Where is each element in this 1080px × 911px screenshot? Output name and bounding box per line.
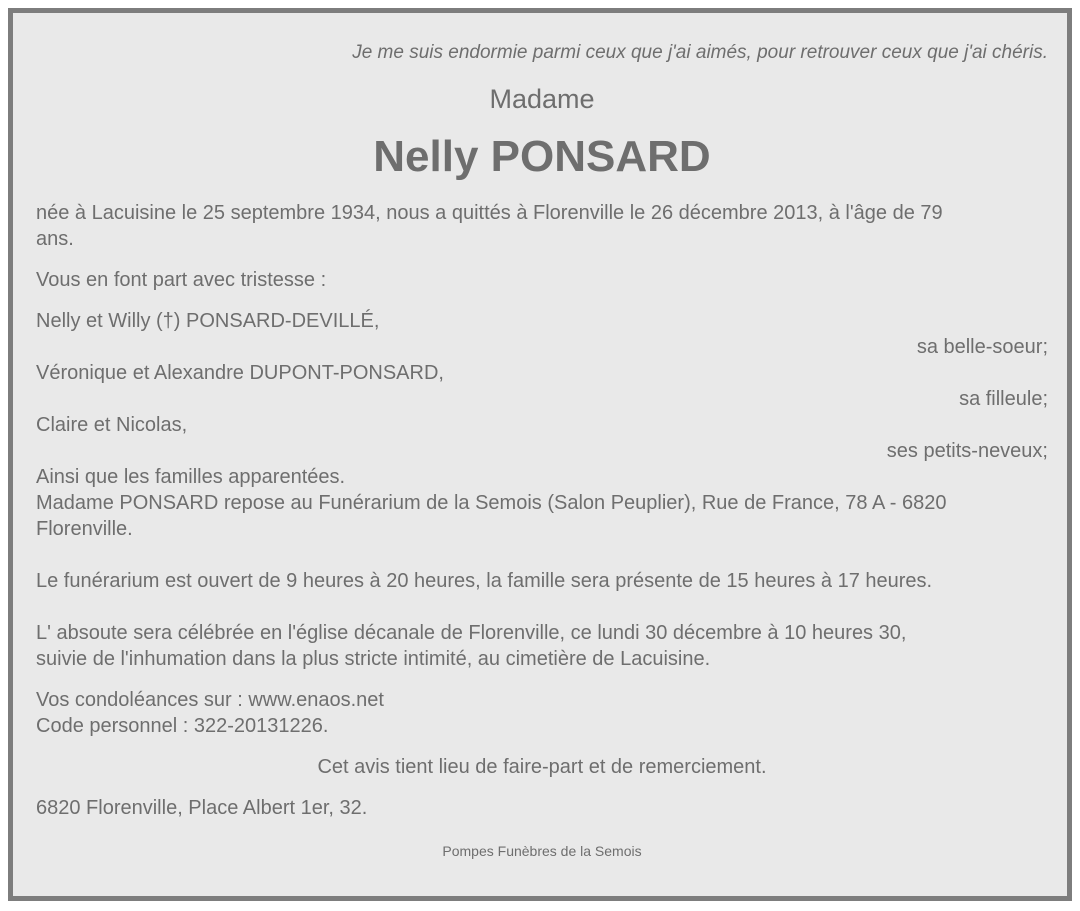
address: 6820 Florenville, Place Albert 1er, 32.	[36, 797, 368, 819]
family-member-names: Claire et Nicolas,	[36, 414, 188, 436]
family-member-names: Véronique et Alexandre DUPONT-PONSARD,	[36, 362, 444, 384]
birth-death-text-line-1: née à Lacuisine le 25 septembre 1934, nous a quittés à Florenville le 26 décembre 2013, à l'âge de 79	[36, 202, 943, 224]
family-member-relation: sa filleule;	[959, 388, 1048, 410]
family-member-relation: sa belle-soeur;	[916, 336, 1048, 358]
deceased-name: Nelly PONSARD	[373, 132, 711, 181]
family-member-names: Nelly et Willy (†) PONSARD-DEVILLÉ,	[36, 310, 380, 332]
honorific: Madame	[489, 84, 595, 114]
ceremony-text-line-2: suivie de l'inhumation dans la plus stricte intimité, au cimetière de Lacuisine.	[36, 648, 711, 670]
obituary-notice-frame	[8, 8, 1072, 901]
ceremony-text-line-1: L' absoute sera célébrée en l'église décanale de Florenville, ce lundi 30 décembre à 10 heures 30,	[36, 622, 907, 644]
funerarium-hours: Le funérarium est ouvert de 9 heures à 20 heures, la famille sera présente de 15 heures à 17 heures.	[36, 570, 933, 592]
obituary-notice-content	[36, 13, 1048, 896]
related-families-text: Ainsi que les familles apparentées.	[36, 466, 346, 488]
personal-code: Code personnel : 322-20131226.	[36, 715, 329, 737]
repose-location-line-2: Florenville.	[36, 518, 133, 540]
condolences-website: Vos condoléances sur : www.enaos.net	[36, 689, 384, 711]
notice-statement: Cet avis tient lieu de faire-part et de remerciement.	[317, 756, 767, 778]
birth-death-text-line-2: ans.	[36, 228, 74, 250]
family-member-relation: ses petits-neveux;	[886, 440, 1048, 462]
repose-location-line-1: Madame PONSARD repose au Funérarium de la Semois (Salon Peuplier), Rue de France, 78 A - 6820	[36, 492, 947, 514]
epitaph-quote: Je me suis endormie parmi ceux que j'ai aimés, pour retrouver ceux que j'ai chéris.	[352, 42, 1048, 63]
funeral-home-footer: Pompes Funèbres de la Semois	[442, 843, 642, 859]
announcement-intro: Vous en font part avec tristesse :	[36, 269, 327, 291]
